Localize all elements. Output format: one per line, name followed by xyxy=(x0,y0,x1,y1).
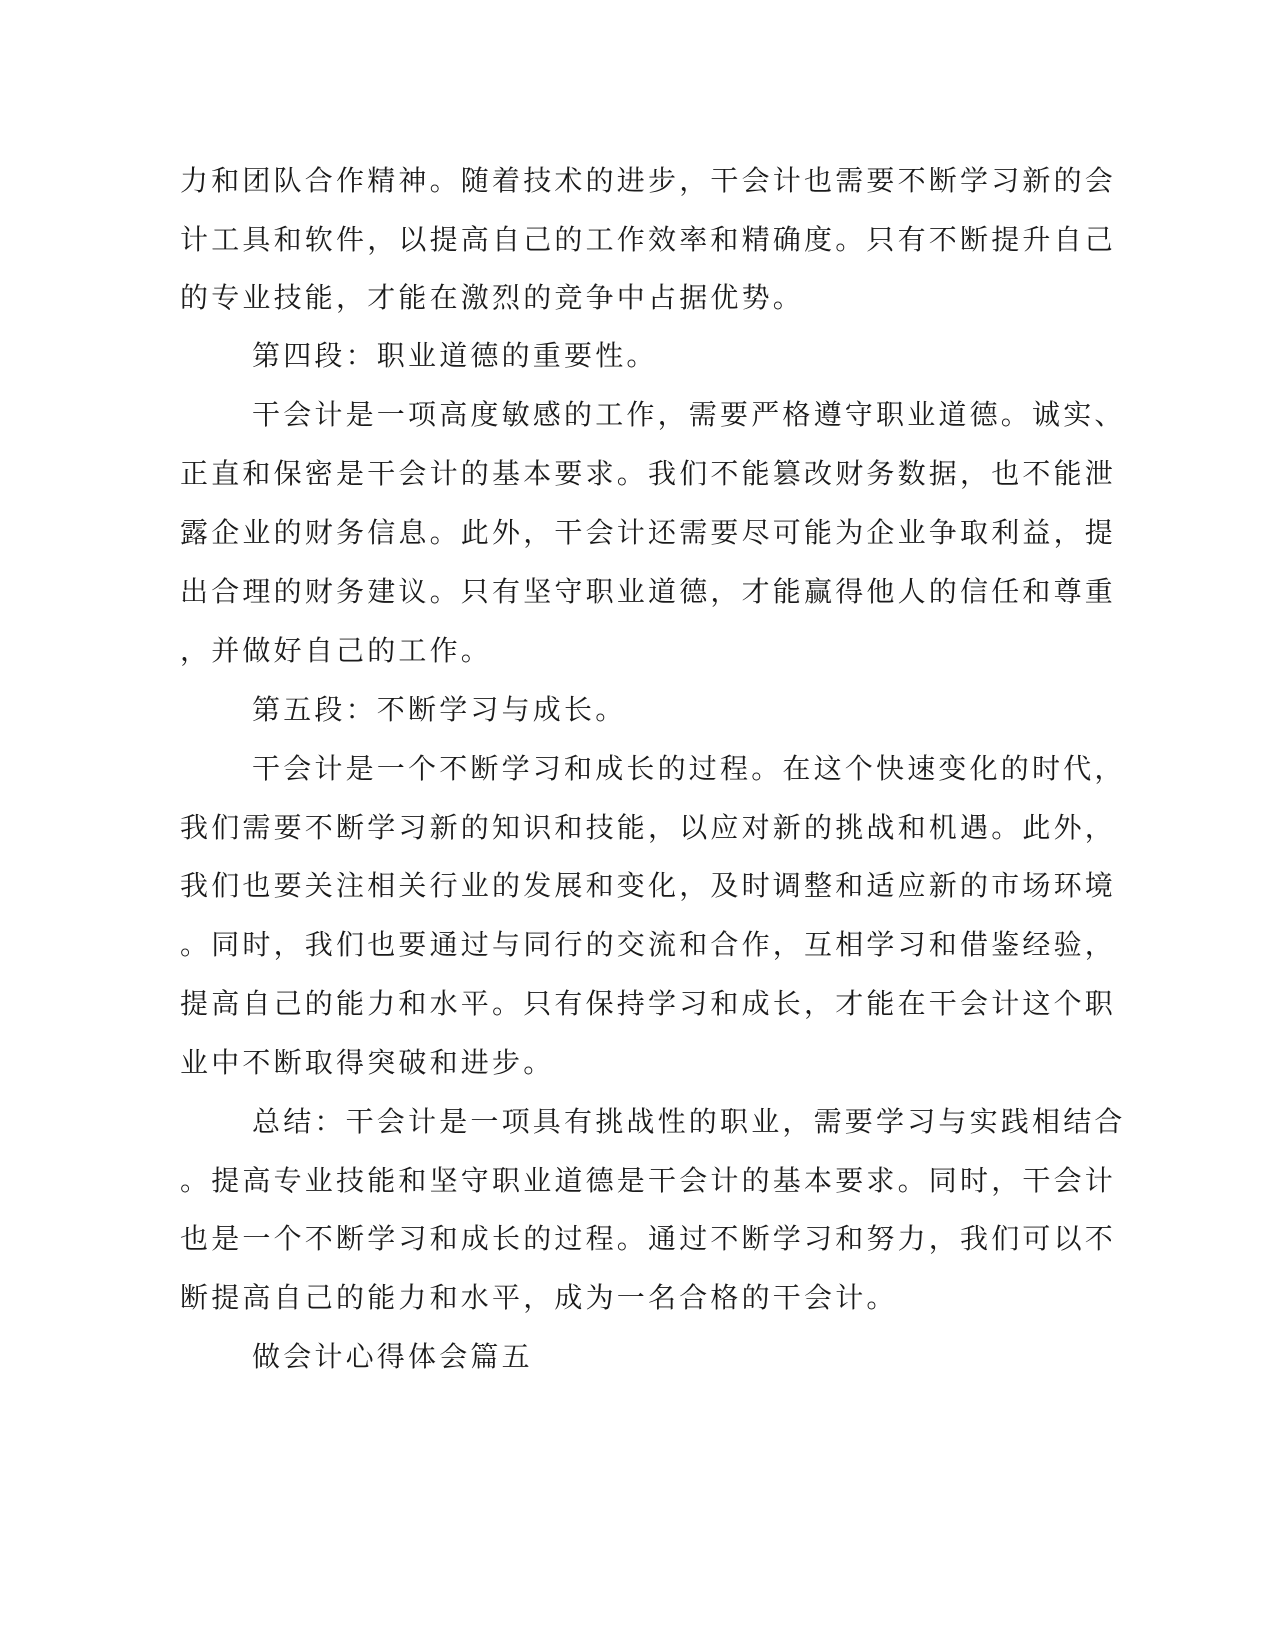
text-line: 。提高专业技能和坚守职业道德是干会计的基本要求。同时，干会计 xyxy=(180,1164,1117,1197)
text-line: 计工具和软件，以提高自己的工作效率和精确度。只有不断提升自己 xyxy=(180,223,1117,256)
text-line: 的专业技能，才能在激烈的竞争中占据优势。 xyxy=(180,281,805,314)
text-line: 提高自己的能力和水平。只有保持学习和成长，才能在干会计这个职 xyxy=(180,987,1117,1020)
section-heading: 第四段：职业道德的重要性。 xyxy=(252,339,658,372)
text-line: 。同时，我们也要通过与同行的交流和合作，互相学习和借鉴经验， xyxy=(180,928,1117,961)
text-line: 出合理的财务建议。只有坚守职业道德，才能赢得他人的信任和尊重 xyxy=(180,575,1117,608)
text-line: 力和团队合作精神。随着技术的进步，干会计也需要不断学习新的会 xyxy=(180,164,1117,197)
text-line: 断提高自己的能力和水平，成为一名合格的干会计。 xyxy=(180,1281,898,1314)
text-line: 业中不断取得突破和进步。 xyxy=(180,1046,555,1079)
section-title: 做会计心得体会篇五 xyxy=(252,1340,533,1373)
text-line: 正直和保密是干会计的基本要求。我们不能篡改财务数据，也不能泄 xyxy=(180,457,1117,490)
text-line: 我们需要不断学习新的知识和技能，以应对新的挑战和机遇。此外， xyxy=(180,811,1117,844)
text-line: 干会计是一项高度敏感的工作，需要严格遵守职业道德。诚实、 xyxy=(252,398,1126,431)
text-line: ，并做好自己的工作。 xyxy=(180,634,493,667)
text-line: 我们也要关注相关行业的发展和变化，及时调整和适应新的市场环境 xyxy=(180,869,1117,902)
text-line: 总结：干会计是一项具有挑战性的职业，需要学习与实践相结合 xyxy=(252,1105,1126,1138)
section-heading: 第五段：不断学习与成长。 xyxy=(252,693,627,726)
text-line: 干会计是一个不断学习和成长的过程。在这个快速变化的时代， xyxy=(252,752,1126,785)
text-line: 露企业的财务信息。此外，干会计还需要尽可能为企业争取利益，提 xyxy=(180,516,1117,549)
text-line: 也是一个不断学习和成长的过程。通过不断学习和努力，我们可以不 xyxy=(180,1222,1117,1255)
